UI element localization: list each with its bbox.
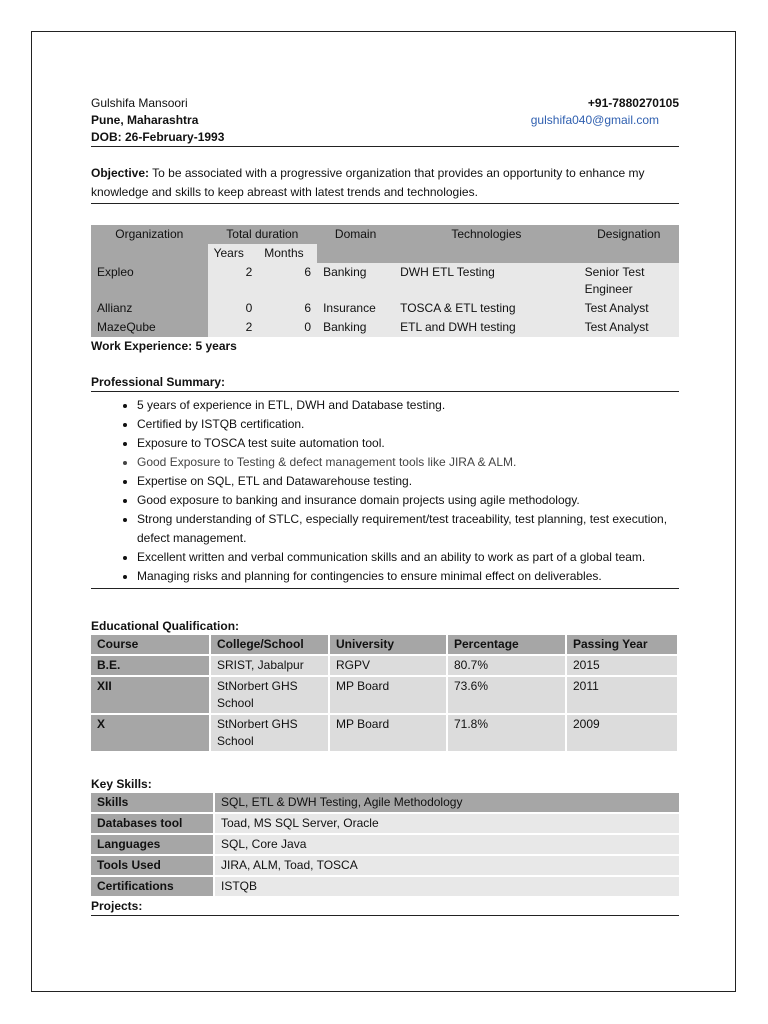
- course-cell: B.E.: [91, 655, 210, 676]
- university-cell: MP Board: [329, 676, 447, 714]
- domain-cell: Banking: [317, 318, 394, 337]
- table-row: [91, 714, 678, 752]
- col-domain: Domain: [317, 225, 394, 263]
- objective-text: To be associated with a progressive organization that provides an opportunity to enhance my knowledge and skills to keep abreast with latest trends and technologies.: [91, 166, 645, 199]
- college-cell: SRIST, Jabalpur: [210, 655, 329, 676]
- resume-content: [91, 95, 679, 916]
- university-cell: MP Board: [329, 714, 447, 752]
- table-row: [91, 876, 679, 897]
- skill-label: Skills: [91, 793, 214, 813]
- designation-cell: Test Analyst: [579, 299, 679, 318]
- percentage-cell: 71.8%: [447, 714, 566, 752]
- col-total-duration: Total duration: [208, 225, 317, 244]
- header-row-2: [91, 112, 679, 129]
- skills-table: [91, 793, 679, 898]
- skill-label: Databases tool: [91, 813, 214, 834]
- college-cell: StNorbert GHS School: [210, 714, 329, 752]
- course-cell: X: [91, 714, 210, 752]
- table-row: [91, 299, 679, 318]
- university-cell: RGPV: [329, 655, 447, 676]
- date-of-birth: DOB: 26-February-1993: [91, 129, 679, 147]
- projects-title: Projects:: [91, 898, 679, 916]
- org-cell: MazeQube: [91, 318, 208, 337]
- education-header-row: [91, 635, 678, 655]
- skill-label: Languages: [91, 834, 214, 855]
- list-item: • Expertise on SQL, ETL and Datawarehouse testing.: [137, 472, 679, 491]
- months-cell: 6: [258, 299, 317, 318]
- list-item: • Certified by ISTQB certification.: [137, 415, 679, 434]
- col-college: College/School: [210, 635, 329, 655]
- skill-value: SQL, ETL & DWH Testing, Agile Methodology: [214, 793, 679, 813]
- list-item: • Good Exposure to Testing & defect management tools like JIRA & ALM.: [137, 453, 679, 472]
- summary-list: [91, 396, 679, 586]
- years-cell: 2: [208, 318, 259, 337]
- year-cell: 2011: [566, 676, 678, 714]
- year-cell: 2015: [566, 655, 678, 676]
- skill-value: ISTQB: [214, 876, 679, 897]
- education-table: [91, 635, 679, 753]
- experience-header-row: [91, 225, 679, 244]
- months-cell: 0: [258, 318, 317, 337]
- org-cell: Allianz: [91, 299, 208, 318]
- designation-cell: Senior Test Engineer: [579, 263, 679, 299]
- objective-label: Objective:: [91, 166, 150, 180]
- col-course: Course: [91, 635, 210, 655]
- years-cell: 0: [208, 299, 259, 318]
- months-cell: 6: [258, 263, 317, 299]
- education-title: Educational Qualification:: [91, 619, 240, 633]
- college-cell: StNorbert GHS School: [210, 676, 329, 714]
- course-cell: XII: [91, 676, 210, 714]
- domain-cell: Insurance: [317, 299, 394, 318]
- col-passing-year: Passing Year: [566, 635, 678, 655]
- tech-cell: ETL and DWH testing: [394, 318, 579, 337]
- table-row: [91, 318, 679, 337]
- summary-section: [91, 396, 679, 589]
- col-university: University: [329, 635, 447, 655]
- list-item: • Good exposure to banking and insurance domain projects using agile methodology.: [137, 491, 679, 510]
- list-item: • 5 years of experience in ETL, DWH and Database testing.: [137, 396, 679, 415]
- percentage-cell: 73.6%: [447, 676, 566, 714]
- col-technologies: Technologies: [394, 225, 579, 263]
- skill-value: JIRA, ALM, Toad, TOSCA: [214, 855, 679, 876]
- objective-section: [91, 164, 679, 204]
- candidate-name: Gulshifa Mansoori: [91, 96, 188, 110]
- table-row: [91, 793, 679, 813]
- table-row: [91, 834, 679, 855]
- org-cell: Expleo: [91, 263, 208, 299]
- header-row-1: [91, 95, 679, 112]
- years-cell: 2: [208, 263, 259, 299]
- col-months: Months: [258, 244, 317, 263]
- experience-table: [91, 225, 679, 337]
- col-years: Years: [208, 244, 259, 263]
- table-row: [91, 263, 679, 299]
- year-cell: 2009: [566, 714, 678, 752]
- skill-label: Certifications: [91, 876, 214, 897]
- summary-title: Professional Summary:: [91, 373, 679, 392]
- domain-cell: Banking: [317, 263, 394, 299]
- col-organization: Organization: [91, 225, 208, 263]
- skill-label: Tools Used: [91, 855, 214, 876]
- list-item: • Strong understanding of STLC, especially requirement/test traceability, test planning, test execution, defect management.: [137, 510, 679, 548]
- table-row: [91, 855, 679, 876]
- email-link[interactable]: gulshifa040@gmail.com: [530, 113, 659, 127]
- col-percentage: Percentage: [447, 635, 566, 655]
- tech-cell: DWH ETL Testing: [394, 263, 579, 299]
- percentage-cell: 80.7%: [447, 655, 566, 676]
- phone-number: +91-7880270105: [587, 96, 679, 110]
- location: Pune, Maharashtra: [91, 113, 199, 127]
- list-item: • Excellent written and verbal communication skills and an ability to work as part of a global team.: [137, 548, 679, 567]
- skills-title: Key Skills:: [91, 777, 152, 791]
- work-experience-total: Work Experience: 5 years: [91, 339, 237, 353]
- skill-value: SQL, Core Java: [214, 834, 679, 855]
- list-item: • Exposure to TOSCA test suite automation tool.: [137, 434, 679, 453]
- table-row: [91, 655, 678, 676]
- skill-value: Toad, MS SQL Server, Oracle: [214, 813, 679, 834]
- table-row: [91, 676, 678, 714]
- designation-cell: Test Analyst: [579, 318, 679, 337]
- table-row: [91, 813, 679, 834]
- list-item: • Managing risks and planning for contingencies to ensure minimal effect on deliverables.: [137, 567, 679, 586]
- col-designation: Designation: [579, 225, 679, 263]
- tech-cell: TOSCA & ETL testing: [394, 299, 579, 318]
- resume-page: [31, 31, 736, 992]
